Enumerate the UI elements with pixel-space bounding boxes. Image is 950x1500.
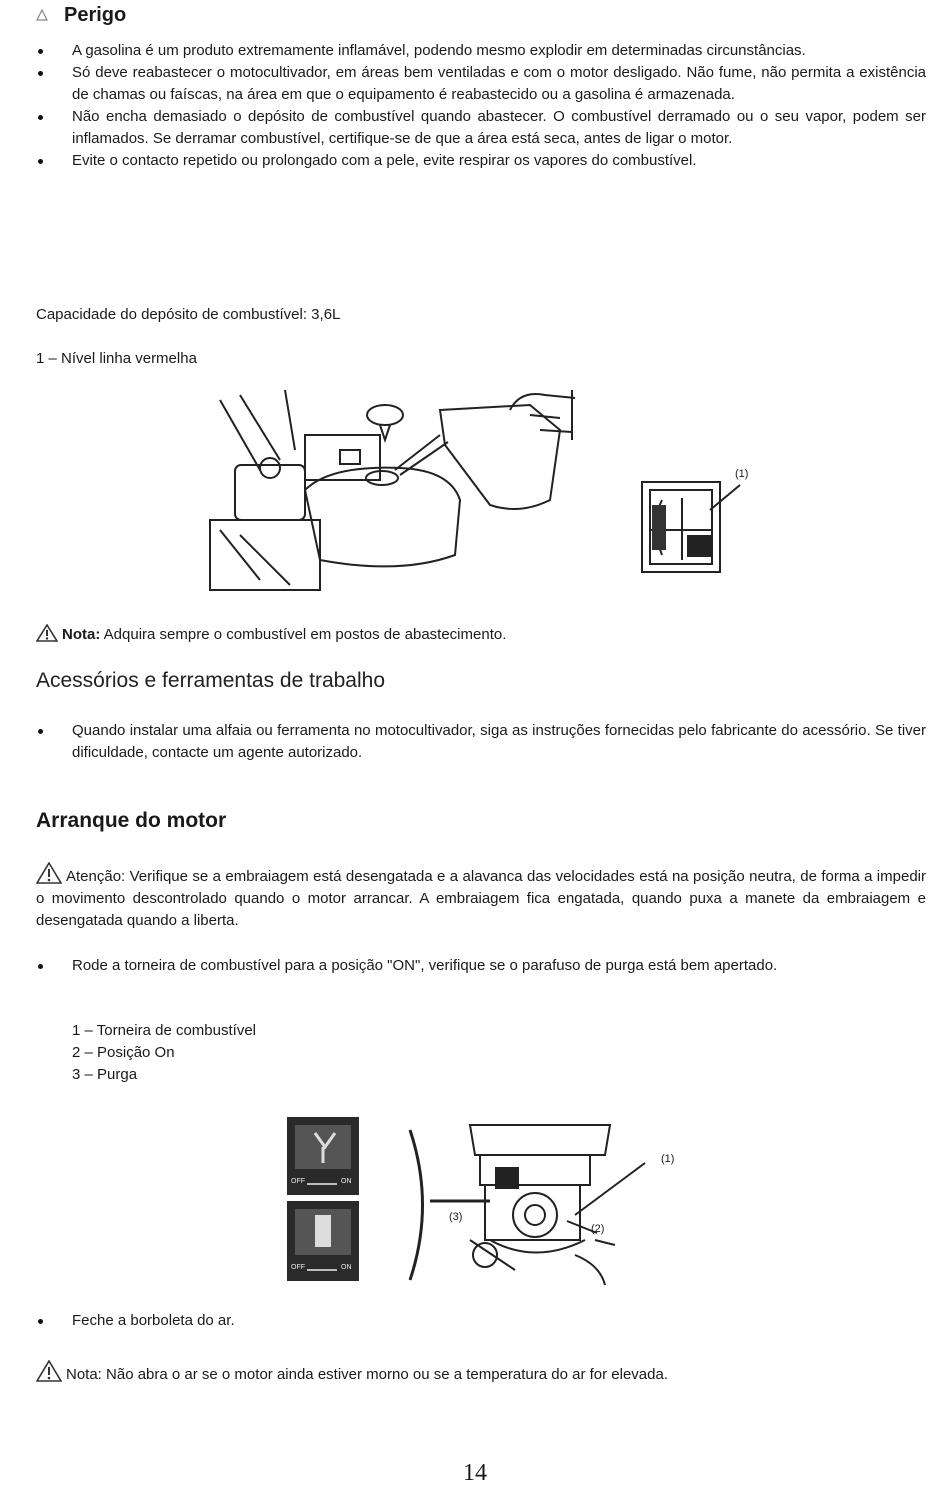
start-list-2 bbox=[36, 1310, 926, 1332]
list-item: Evite o contacto repetido ou prolongado com a pele, evite respirar os vapores do combustível. bbox=[36, 150, 926, 172]
list-item: Quando instalar uma alfaia ou ferramenta no motocultivador, siga as instruções fornecidas pelo fabricante do acessório. Se tiver dificuldade, contacte um agente autorizado. bbox=[36, 720, 926, 764]
danger-title: Perigo bbox=[64, 4, 127, 26]
note-label: Nota: bbox=[66, 1366, 102, 1383]
warning-triangle-icon bbox=[36, 862, 62, 884]
callout-label: (2) bbox=[591, 1223, 605, 1235]
start-list-1 bbox=[36, 955, 926, 977]
attention-block bbox=[36, 862, 926, 932]
list-item: Feche a borboleta do ar. bbox=[36, 1310, 926, 1332]
attention-text: Verifique se a embraiagem está desengatada e a alavanca das velocidades está na posição neutra, de forma a impedir o movimento descontrolado quando o motor arrancar. A embraiagem fica engatada, quando puxa a manete da embraiagem e desengatada quando a liberta. bbox=[36, 868, 926, 929]
list-item: Só deve reabastecer o motocultivador, em áreas bem ventiladas e com o motor desligado. Não fume, não permita a existência de chamas ou faíscas, na área em que o equipamento é reabastecido ou a gasolina é armazenada. bbox=[36, 62, 926, 106]
fuel-tap-figure bbox=[285, 1115, 685, 1290]
off-label: OFF bbox=[291, 1178, 305, 1185]
start-title: Arranque do motor bbox=[36, 809, 227, 832]
danger-header bbox=[36, 4, 926, 26]
list-item: Rode a torneira de combustível para a posição "ON", verifique se o parafuso de purga está bem apertado. bbox=[36, 955, 926, 977]
tank-capacity: Capacidade do depósito de combustível: 3,6L bbox=[36, 306, 341, 323]
on-label: ON bbox=[341, 1264, 352, 1271]
note-label: Nota: bbox=[62, 626, 101, 643]
refuel-illustration bbox=[200, 390, 590, 600]
note-text: Não abra o ar se o motor ainda estiver morno ou se a temperatura do ar for elevada. bbox=[101, 1366, 668, 1383]
warning-triangle-icon bbox=[36, 1360, 62, 1382]
start-legend bbox=[72, 1020, 256, 1086]
legend-item: 3 – Purga bbox=[72, 1066, 138, 1083]
attention-label: Atenção: bbox=[66, 868, 126, 885]
legend-item: 2 – Posição On bbox=[72, 1044, 175, 1061]
list-item: Não encha demasiado o depósito de combustível quando abastecer. O combustível derramado ou o seu vapor, podem ser inflamados. Se derramar combustível, certifique-se de que a área está seca, antes de ligar o motor. bbox=[36, 106, 926, 150]
warning-triangle-icon bbox=[36, 624, 58, 642]
callout-label: (1) bbox=[661, 1153, 675, 1165]
note-text: Adquira sempre o combustível em postos de abastecimento. bbox=[100, 626, 507, 643]
on-label: ON bbox=[341, 1178, 352, 1185]
warning-triangle-icon bbox=[36, 9, 64, 21]
legend-item: 1 – Torneira de combustível bbox=[72, 1022, 256, 1039]
note-2 bbox=[36, 1360, 668, 1386]
note-1 bbox=[36, 624, 506, 646]
off-label: OFF bbox=[291, 1264, 305, 1271]
tank-legend: 1 – Nível linha vermelha bbox=[36, 350, 197, 367]
danger-list bbox=[36, 40, 926, 172]
page-number: 14 bbox=[463, 1460, 487, 1486]
accessories-title: Acessórios e ferramentas de trabalho bbox=[36, 669, 386, 692]
callout-label: (3) bbox=[449, 1211, 463, 1223]
list-item: A gasolina é um produto extremamente inflamável, podendo mesmo explodir em determinadas circunstâncias. bbox=[36, 40, 926, 62]
accessories-list bbox=[36, 720, 926, 764]
fuel-level-figure bbox=[640, 470, 760, 580]
callout-label: (1) bbox=[735, 468, 749, 480]
danger-section bbox=[36, 4, 926, 172]
